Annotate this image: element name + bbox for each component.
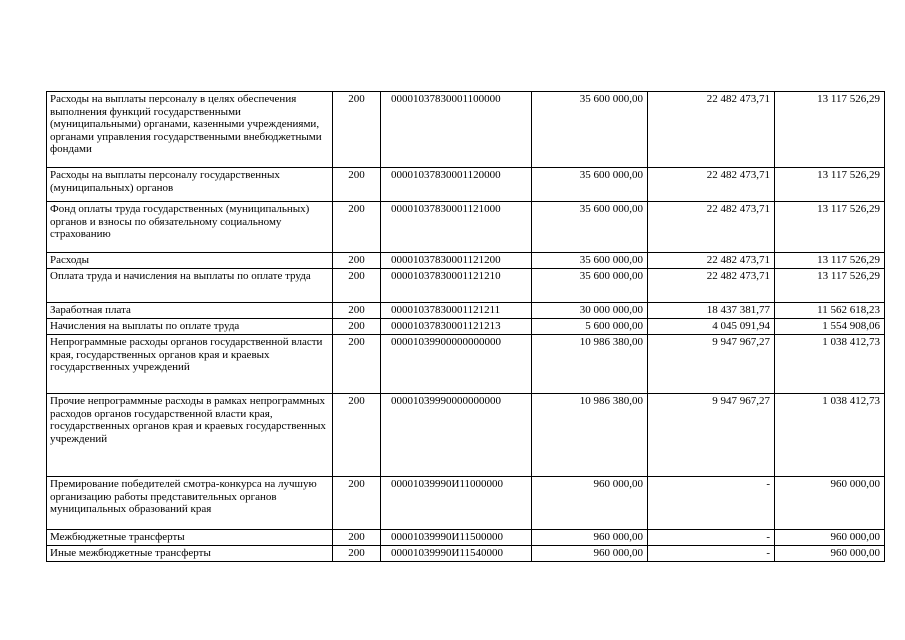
row-remaining: 960 000,00 [775, 546, 885, 562]
row-remaining: 13 117 526,29 [775, 253, 885, 269]
table-row [47, 303, 885, 319]
row-budget-code: 00001039990000000000 [381, 394, 532, 477]
row-line-code: 200 [333, 477, 381, 530]
row-budget-code: 00001039990И11540000 [381, 546, 532, 562]
table-row [47, 168, 885, 202]
row-approved: 5 600 000,00 [532, 319, 648, 335]
table-row [47, 530, 885, 546]
row-name: Премирование победителей смотра-конкурса на лучшую организацию работы представительных органов муниципальных образований края [47, 477, 333, 530]
row-name: Фонд оплаты труда государственных (муниципальных) органов и взносы по обязательному социальному страхованию [47, 202, 333, 253]
row-executed: 22 482 473,71 [648, 168, 775, 202]
row-approved: 35 600 000,00 [532, 269, 648, 303]
row-remaining: 960 000,00 [775, 530, 885, 546]
row-remaining: 13 117 526,29 [775, 92, 885, 168]
row-approved: 960 000,00 [532, 546, 648, 562]
table-row [47, 269, 885, 303]
row-approved: 10 986 380,00 [532, 394, 648, 477]
row-budget-code: 00001037830001121213 [381, 319, 532, 335]
row-remaining: 13 117 526,29 [775, 269, 885, 303]
row-approved: 35 600 000,00 [532, 168, 648, 202]
table-row [47, 546, 885, 562]
row-remaining: 960 000,00 [775, 477, 885, 530]
row-executed: 9 947 967,27 [648, 394, 775, 477]
row-approved: 10 986 380,00 [532, 335, 648, 394]
row-line-code: 200 [333, 168, 381, 202]
row-name: Заработная плата [47, 303, 333, 319]
row-executed: - [648, 477, 775, 530]
table-row [47, 92, 885, 168]
row-executed: 18 437 381,77 [648, 303, 775, 319]
row-line-code: 200 [333, 319, 381, 335]
row-name: Расходы на выплаты персоналу в целях обеспечения выполнения функций государственными (муниципальными) органами, казенными учреждениями, органами управления государственными внебюджетными фондами [47, 92, 333, 168]
row-approved: 35 600 000,00 [532, 92, 648, 168]
row-budget-code: 00001039900000000000 [381, 335, 532, 394]
row-name: Межбюджетные трансферты [47, 530, 333, 546]
row-name: Оплата труда и начисления на выплаты по оплате труда [47, 269, 333, 303]
row-executed: - [648, 530, 775, 546]
row-line-code: 200 [333, 253, 381, 269]
budget-execution-table [46, 91, 885, 562]
row-budget-code: 00001037830001120000 [381, 168, 532, 202]
row-remaining: 13 117 526,29 [775, 168, 885, 202]
row-line-code: 200 [333, 335, 381, 394]
row-executed: 4 045 091,94 [648, 319, 775, 335]
row-remaining: 1 554 908,06 [775, 319, 885, 335]
row-approved: 30 000 000,00 [532, 303, 648, 319]
row-approved: 35 600 000,00 [532, 202, 648, 253]
row-budget-code: 00001037830001121000 [381, 202, 532, 253]
row-budget-code: 00001037830001100000 [381, 92, 532, 168]
row-executed: - [648, 546, 775, 562]
row-executed: 9 947 967,27 [648, 335, 775, 394]
row-executed: 22 482 473,71 [648, 202, 775, 253]
row-line-code: 200 [333, 303, 381, 319]
row-budget-code: 00001037830001121200 [381, 253, 532, 269]
row-line-code: 200 [333, 202, 381, 253]
row-remaining: 1 038 412,73 [775, 335, 885, 394]
row-budget-code: 00001039990И11500000 [381, 530, 532, 546]
row-remaining: 11 562 618,23 [775, 303, 885, 319]
budget-report-page [46, 91, 884, 562]
table-row [47, 202, 885, 253]
row-executed: 22 482 473,71 [648, 253, 775, 269]
table-row [47, 253, 885, 269]
row-name: Расходы на выплаты персоналу государственных (муниципальных) органов [47, 168, 333, 202]
row-name: Иные межбюджетные трансферты [47, 546, 333, 562]
row-budget-code: 00001037830001121211 [381, 303, 532, 319]
row-line-code: 200 [333, 92, 381, 168]
row-approved: 35 600 000,00 [532, 253, 648, 269]
row-budget-code: 00001037830001121210 [381, 269, 532, 303]
row-name: Начисления на выплаты по оплате труда [47, 319, 333, 335]
row-remaining: 13 117 526,29 [775, 202, 885, 253]
row-name: Расходы [47, 253, 333, 269]
row-line-code: 200 [333, 269, 381, 303]
row-line-code: 200 [333, 546, 381, 562]
row-name: Прочие непрограммные расходы в рамках непрограммных расходов органов государственной власти края, государственных органов края и краевых государственных учреждений [47, 394, 333, 477]
row-approved: 960 000,00 [532, 530, 648, 546]
table-row [47, 394, 885, 477]
row-approved: 960 000,00 [532, 477, 648, 530]
row-name: Непрограммные расходы органов государственной власти края, государственных органов края и краевых государственных учреждений [47, 335, 333, 394]
table-row [47, 335, 885, 394]
row-line-code: 200 [333, 530, 381, 546]
row-executed: 22 482 473,71 [648, 269, 775, 303]
row-executed: 22 482 473,71 [648, 92, 775, 168]
table-row [47, 477, 885, 530]
row-budget-code: 00001039990И11000000 [381, 477, 532, 530]
table-row [47, 319, 885, 335]
row-remaining: 1 038 412,73 [775, 394, 885, 477]
row-line-code: 200 [333, 394, 381, 477]
